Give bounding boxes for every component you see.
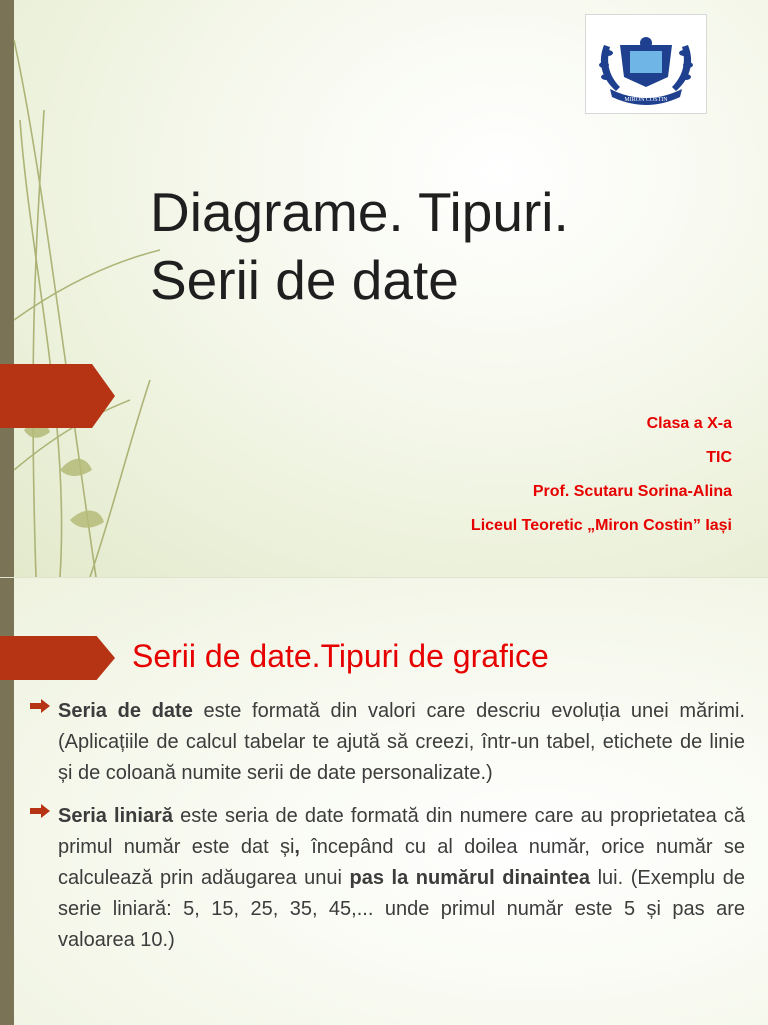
bullet-term: Seria de date [58,700,193,722]
bullet-text: Seria liniară este seria de date formată din numere care au proprietatea că primul număr este dat și, începând cu al doilea număr, orice număr se calculează prin adăugarea unui pas la numărul dinaintea lui. (Exemplu de serie liniară: 5, 15, 25, 35, 45,... unde primul număr este 5 și pas are valoarea 10.) [58,805,746,951]
subtitle-class: Clasa a X-a [646,415,732,432]
slide-title [150,178,670,314]
school-crest-icon [586,15,706,113]
bullet-list [30,696,745,968]
red-arrow-tab [0,636,115,680]
slide-subtitle [471,413,732,549]
subtitle-subject: TIC [706,449,732,466]
title-line-2: Serii de date [150,249,459,311]
svg-text:MIRON COSTIN: MIRON COSTIN [624,97,668,103]
content-slide [0,577,768,1025]
subtitle-school: Liceul Teoretic „Miron Costin” Iași [470,517,732,534]
arrow-bullet-icon [30,804,50,818]
slide-heading: Serii de date.Tipuri de grafice [132,638,549,674]
bullet-term: Seria liniară [58,805,173,827]
list-item [30,696,745,789]
bullet-emphasis: pas la numărul dinaintea [349,867,591,889]
subtitle-teacher: Prof. Scutaru Sorina-Alina [532,483,732,500]
bullet-text: Seria de date este formată din valori care descriu evoluția unei mărimi. (Aplicațiile de calcul tabelar te ajută să creezi, într-un tabel, etichete de linie și de coloană numite serii de date personalizate.) [58,700,745,784]
red-arrow-tab [0,364,115,428]
arrow-bullet-icon [30,699,50,713]
title-line-1: Diagrame. Tipuri. [150,181,569,243]
list-item [30,801,745,956]
school-logo [585,14,707,114]
